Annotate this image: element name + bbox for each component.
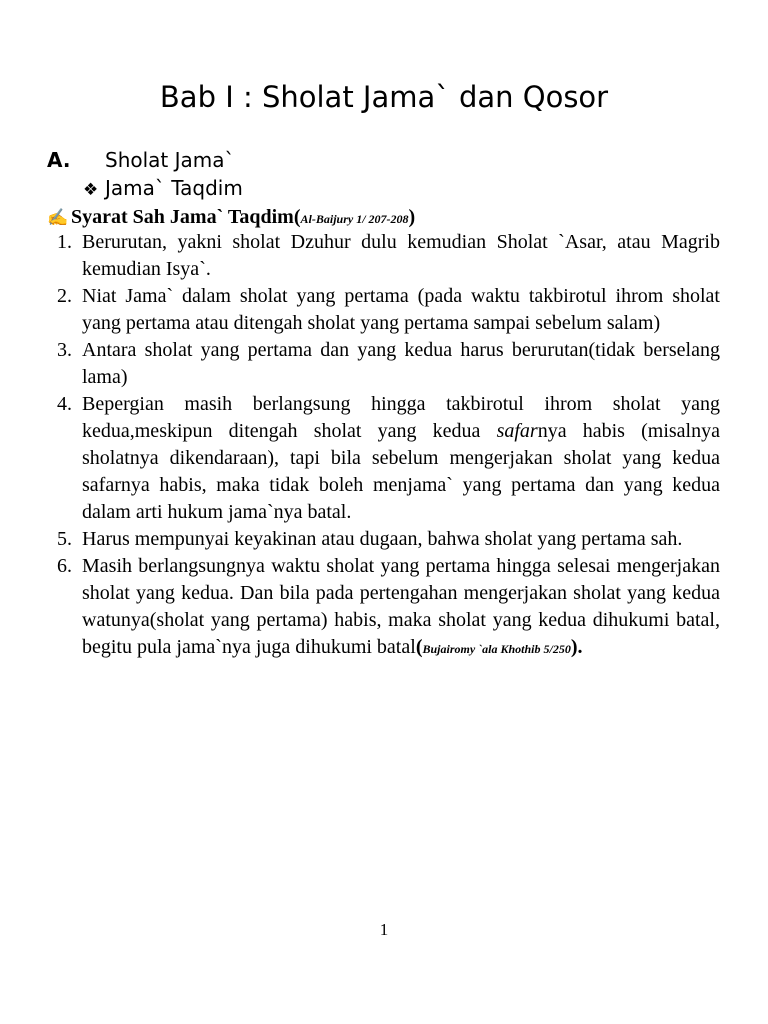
list-item-text: Antara sholat yang pertama dan yang kedua harus berurutan(tidak berselang lama) — [82, 339, 720, 388]
heading-open-paren: ( — [293, 206, 301, 228]
list-item-number: 5. — [57, 528, 72, 550]
writing-hand-icon: ✍ — [47, 208, 69, 227]
list-item-number: 2. — [57, 285, 72, 307]
list-item — [57, 283, 720, 337]
heading-reference: Al-Baijury 1/ 207-208 — [300, 212, 409, 226]
list-item-text: Niat Jama` dalam sholat yang pertama (pada waktu takbirotul ihrom sholat yang pertama atau ditengah sholat yang pertama sampai sebelum salam) — [82, 285, 720, 334]
section-heading — [47, 146, 727, 174]
italic-term: safar — [496, 420, 538, 442]
page-number: 1 — [379, 920, 389, 939]
list-item — [57, 391, 720, 526]
list-item-text: Masih berlangsungnya waktu sholat yang pertama hingga selesai mengerjakan sholat yang kedua. Dan bila pada pertengahan mengerjakan sholat yang kedua watunya(sholat yang pertama) habis, maka sholat yang kedua dihukumi batal, begitu pula jama`nya juga dihukumi batal — [82, 555, 720, 658]
list-item-text: Harus mempunyai keyakinan atau dugaan, bahwa sholat yang pertama sah. — [82, 528, 683, 550]
subsection-title: Jama` Taqdim — [105, 176, 243, 200]
list-item — [57, 229, 720, 283]
item-reference: Bujairomy `ala Khothib 5/250 — [422, 642, 571, 656]
section-letter: A. — [47, 148, 71, 172]
list-item-number: 4. — [57, 393, 72, 415]
reference-open-paren: ( — [415, 636, 423, 658]
conditions-list — [57, 229, 720, 663]
page-title: Bab I : Sholat Jama` dan Qosor — [159, 80, 609, 114]
list-item-text: Berurutan, yakni sholat Dzuhur dulu kemudian Sholat `Asar, atau Magrib kemudian Isya`. — [82, 231, 720, 280]
section-title: Sholat Jama` — [105, 148, 235, 172]
list-item-text-continued: nya habis (misalnya sholatnya dikendaraan), tapi bila sebelum mengerjakan sholat yang kedua safarnya habis, maka tidak boleh menjama` yang pertama dan yang kedua dalam arti hukum jama`nya batal. — [82, 420, 720, 523]
list-item — [57, 553, 720, 663]
reference-close-paren: ). — [570, 636, 583, 658]
list-item-number: 3. — [57, 339, 72, 361]
list-item — [57, 337, 720, 391]
list-item-text: Bepergian masih berlangsung hingga takbirotul ihrom sholat yang kedua,meskipun ditengah sholat yang kedua — [82, 393, 720, 442]
list-item-number: 6. — [57, 555, 72, 577]
heading-close-paren: ) — [408, 206, 416, 228]
conditions-heading-text: Syarat Sah Jama` Taqdim — [71, 206, 294, 228]
list-item — [57, 526, 720, 553]
diamond-bullet-icon: ❖ — [83, 180, 99, 200]
list-item-number: 1. — [57, 231, 72, 253]
subsection-heading — [83, 174, 723, 204]
